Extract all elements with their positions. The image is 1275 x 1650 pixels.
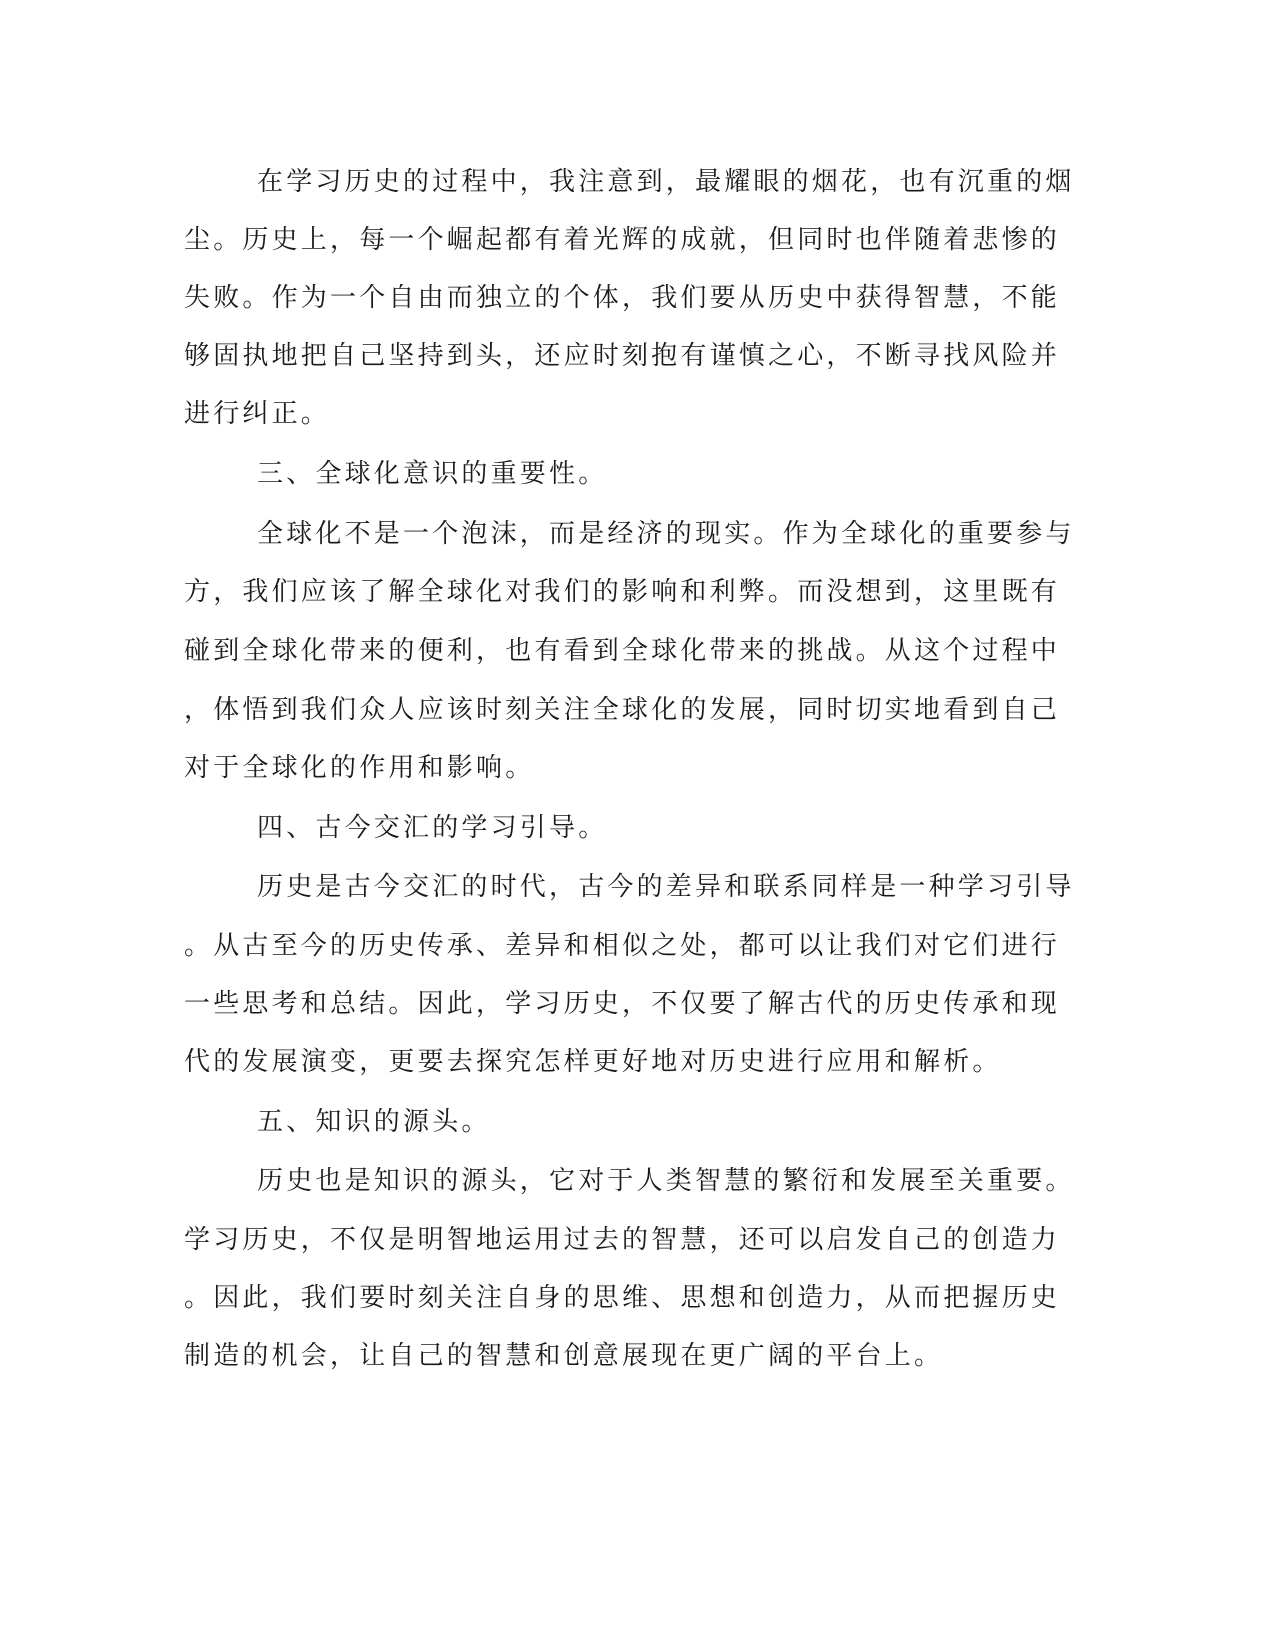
paragraph-line: 碰到全球化带来的便利，也有看到全球化带来的挑战。从这个过程中: [184, 636, 1061, 666]
paragraph-line: 够固执地把自己坚持到头，还应时刻抱有谨慎之心，不断寻找风险并: [184, 341, 1061, 371]
section-heading: 四、古今交汇的学习引导。: [257, 813, 608, 843]
paragraph-line: 学习历史，不仅是明智地运用过去的智慧，还可以启发自己的创造力: [184, 1225, 1061, 1255]
section-heading: 三、全球化意识的重要性。: [257, 459, 608, 489]
paragraph-line: ，体悟到我们众人应该时刻关注全球化的发展，同时切实地看到自己: [184, 695, 1061, 725]
paragraph-line: 制造的机会，让自己的智慧和创意展现在更广阔的平台上。: [184, 1341, 944, 1371]
section-heading: 五、知识的源头。: [257, 1107, 491, 1137]
paragraph-line: 方，我们应该了解全球化对我们的影响和利弊。而没想到，这里既有: [184, 577, 1061, 607]
paragraph-line: 对于全球化的作用和影响。: [184, 753, 535, 783]
paragraph-line: 在学习历史的过程中，我注意到，最耀眼的烟花，也有沉重的烟: [257, 167, 1075, 197]
paragraph-line: 历史也是知识的源头，它对于人类智慧的繁衍和发展至关重要。: [257, 1166, 1075, 1196]
paragraph-line: 历史是古今交汇的时代，古今的差异和联系同样是一种学习引导: [257, 872, 1075, 902]
paragraph-line: 进行纠正。: [184, 399, 331, 429]
paragraph-line: 。从古至今的历史传承、差异和相似之处，都可以让我们对它们进行: [184, 931, 1061, 961]
paragraph-line: 失败。作为一个自由而独立的个体，我们要从历史中获得智慧，不能: [184, 283, 1061, 313]
paragraph-line: 代的发展演变，更要去探究怎样更好地对历史进行应用和解析。: [184, 1047, 1002, 1077]
paragraph-line: 一些思考和总结。因此，学习历史，不仅要了解古代的历史传承和现: [184, 989, 1061, 1019]
paragraph-line: 全球化不是一个泡沫，而是经济的现实。作为全球化的重要参与: [257, 519, 1075, 549]
paragraph-line: 尘。历史上，每一个崛起都有着光辉的成就，但同时也伴随着悲惨的: [184, 225, 1061, 255]
paragraph-line: 。因此，我们要时刻关注自身的思维、思想和创造力，从而把握历史: [184, 1283, 1061, 1313]
